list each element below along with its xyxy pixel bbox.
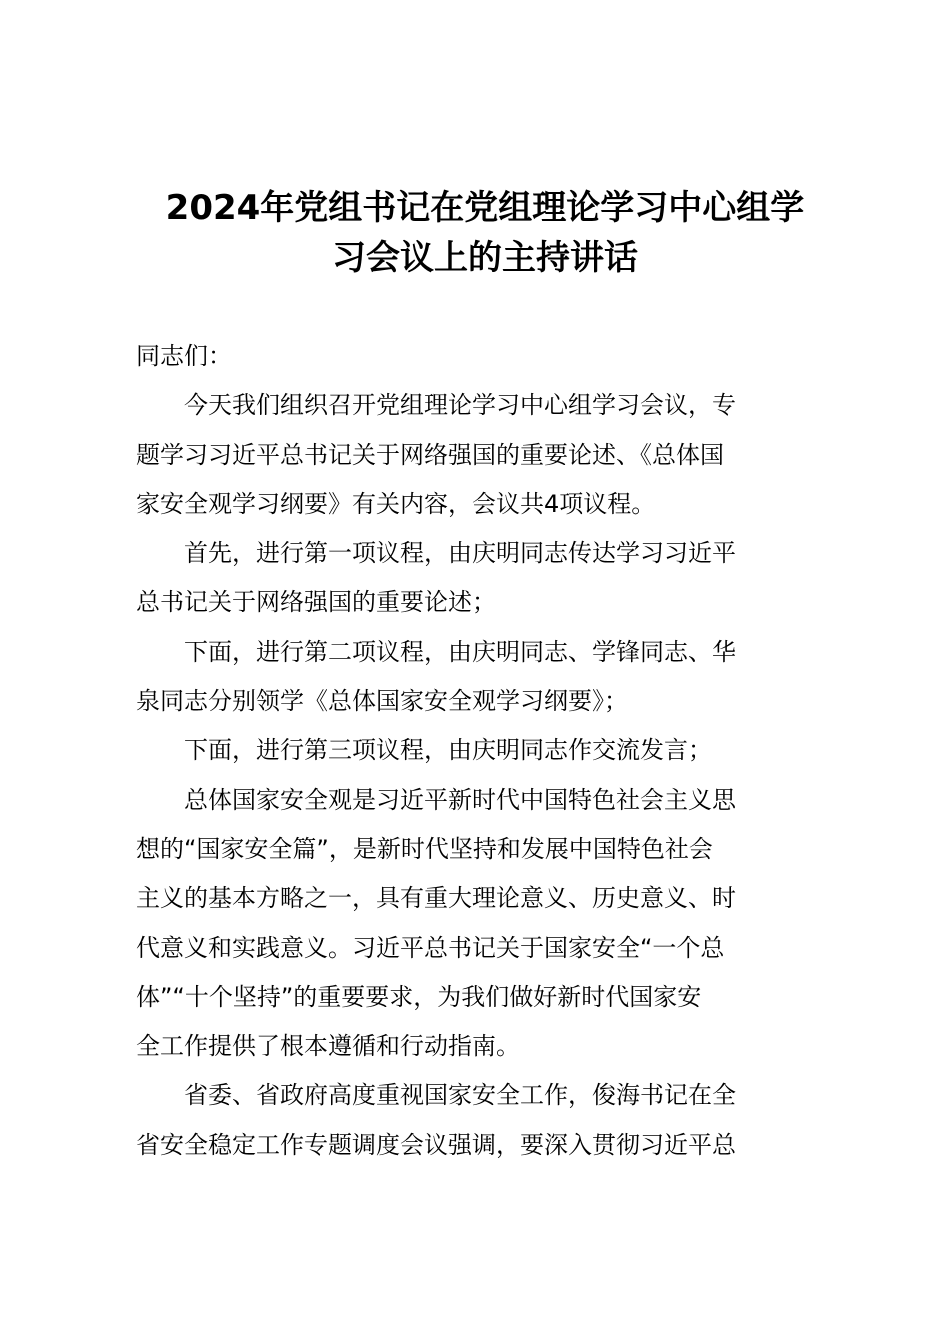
title-line-2: 习会议上的主持讲话 <box>332 238 638 278</box>
document-body <box>136 332 836 1170</box>
paragraph-line: 全工作提供了根本遵循和行动指南。 <box>136 1032 520 1061</box>
salutation: 同志们： <box>136 342 232 370</box>
document-title <box>120 183 850 283</box>
paragraph-line: 题学习习近平总书记关于网络强国的重要论述、《总体国 <box>136 440 724 469</box>
paragraph-line: 首先，进行第一项议程，由庆明同志传达学习习近平 <box>184 539 736 568</box>
paragraph-4 <box>136 726 836 775</box>
paragraph-line: 代意义和实践意义。习近平总书记关于国家安全“一个总 <box>136 933 725 962</box>
title-line-1: 2024年党组书记在党组理论学习中心组学 <box>165 188 805 228</box>
paragraph-5 <box>136 776 836 1072</box>
paragraph-line: 体”“十个坚持”的重要要求，为我们做好新时代国家安 <box>136 982 702 1011</box>
paragraph-line: 家安全观学习纲要》有关内容，会议共4项议程。 <box>136 489 656 518</box>
paragraph-line: 想的“国家安全篇”，是新时代坚持和发展中国特色社会 <box>136 834 713 863</box>
paragraph-line: 省安全稳定工作专题调度会议强调，要深入贯彻习近平总 <box>136 1130 736 1159</box>
paragraph-1 <box>136 381 836 529</box>
paragraph-line: 总体国家安全观是习近平新时代中国特色社会主义思 <box>184 785 736 814</box>
paragraph-line: 下面，进行第三项议程，由庆明同志作交流发言； <box>184 736 712 765</box>
paragraph-2 <box>136 529 836 628</box>
paragraph-line: 主义的基本方略之一，具有重大理论意义、历史意义、时 <box>136 884 736 913</box>
paragraph-6 <box>136 1071 836 1170</box>
paragraph-line: 下面，进行第二项议程，由庆明同志、学锋同志、华 <box>184 637 736 666</box>
paragraph-line: 泉同志分别领学《总体国家安全观学习纲要》； <box>136 687 628 716</box>
paragraph-line: 总书记关于网络强国的重要论述； <box>136 588 496 617</box>
paragraph-line: 今天我们组织召开党组理论学习中心组学习会议，专 <box>184 391 736 420</box>
paragraph-line: 省委、省政府高度重视国家安全工作，俊海书记在全 <box>184 1081 736 1110</box>
paragraph-3 <box>136 628 836 727</box>
